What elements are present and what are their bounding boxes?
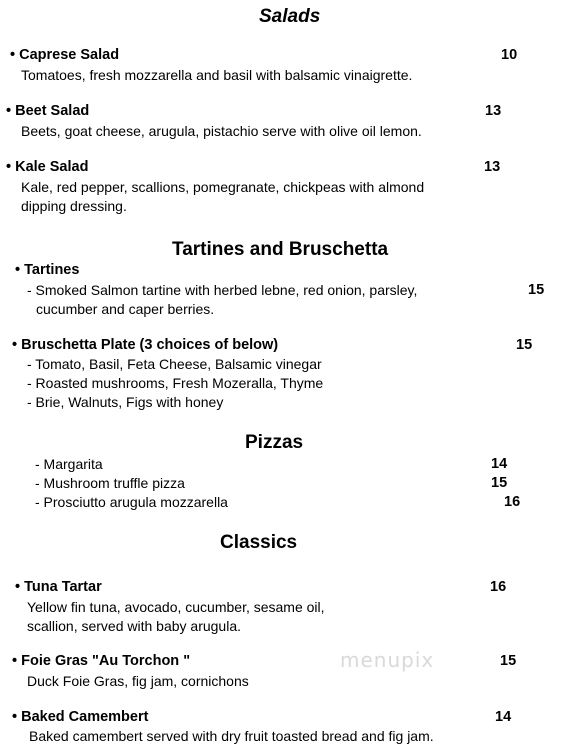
pizza-mushroom-name: - Mushroom truffle pizza <box>35 475 185 491</box>
tartines-heading: Tartines and Bruschetta <box>172 239 389 260</box>
kale-salad-title: • Kale Salad <box>6 159 89 175</box>
classics-heading: Classics <box>220 532 298 553</box>
tartines-description-line1: - Smoked Salmon tartine with herbed lebne, red onion, parsley, <box>27 282 418 298</box>
pizza-mushroom-price: 15 <box>491 475 508 491</box>
pizza-margarita-price: 14 <box>491 456 508 472</box>
bruschetta-plate-title: • Bruschetta Plate (3 choices of below) <box>12 337 279 353</box>
caprese-salad-description: Tomatoes, fresh mozzarella and basil with balsamic vinaigrette. <box>21 67 413 83</box>
bruschetta-option-2: - Roasted mushrooms, Fresh Mozeralla, Thyme <box>27 375 324 391</box>
tuna-tartar-price: 16 <box>490 579 507 595</box>
foie-gras-price: 15 <box>500 653 517 669</box>
beet-salad-title: • Beet Salad <box>6 103 90 119</box>
foie-gras-title: • Foie Gras "Au Torchon " <box>12 653 191 669</box>
bruschetta-option-1: - Tomato, Basil, Feta Cheese, Balsamic vinegar <box>27 356 322 372</box>
baked-camembert-description: Baked camembert served with dry fruit toasted bread and fig jam. <box>29 728 434 744</box>
tuna-tartar-description-line1: Yellow fin tuna, avocado, cucumber, sesame oil, <box>27 599 325 615</box>
beet-salad-description: Beets, goat cheese, arugula, pistachio serve with olive oil lemon. <box>21 123 422 139</box>
caprese-salad-title: • Caprese Salad <box>10 47 120 63</box>
menupix-watermark: menupix <box>340 648 435 672</box>
tartines-title: • Tartines <box>15 262 80 278</box>
kale-salad-description-line1: Kale, red pepper, scallions, pomegranate, chickpeas with almond <box>21 179 425 195</box>
kale-salad-price: 13 <box>484 159 501 175</box>
bruschetta-option-3: - Brie, Walnuts, Figs with honey <box>27 394 224 410</box>
baked-camembert-price: 14 <box>495 709 512 725</box>
kale-salad-description-line2: dipping dressing. <box>21 198 127 214</box>
salads-heading: Salads <box>259 6 321 27</box>
baked-camembert-title: • Baked Camembert <box>12 709 149 725</box>
pizza-prosciutto-price: 16 <box>504 494 521 510</box>
pizza-margarita-name: - Margarita <box>35 456 103 472</box>
tartines-description-line2: cucumber and caper berries. <box>36 301 215 317</box>
pizza-prosciutto-name: - Prosciutto arugula mozzarella <box>35 494 228 510</box>
beet-salad-price: 13 <box>485 103 502 119</box>
bruschetta-plate-price: 15 <box>516 337 533 353</box>
tartines-price: 15 <box>528 282 545 298</box>
caprese-salad-price: 10 <box>501 47 518 63</box>
tuna-tartar-title: • Tuna Tartar <box>15 579 102 595</box>
tuna-tartar-description-line2: scallion, served with baby arugula. <box>27 618 242 634</box>
foie-gras-description: Duck Foie Gras, fig jam, cornichons <box>27 673 249 689</box>
pizzas-heading: Pizzas <box>245 432 304 453</box>
